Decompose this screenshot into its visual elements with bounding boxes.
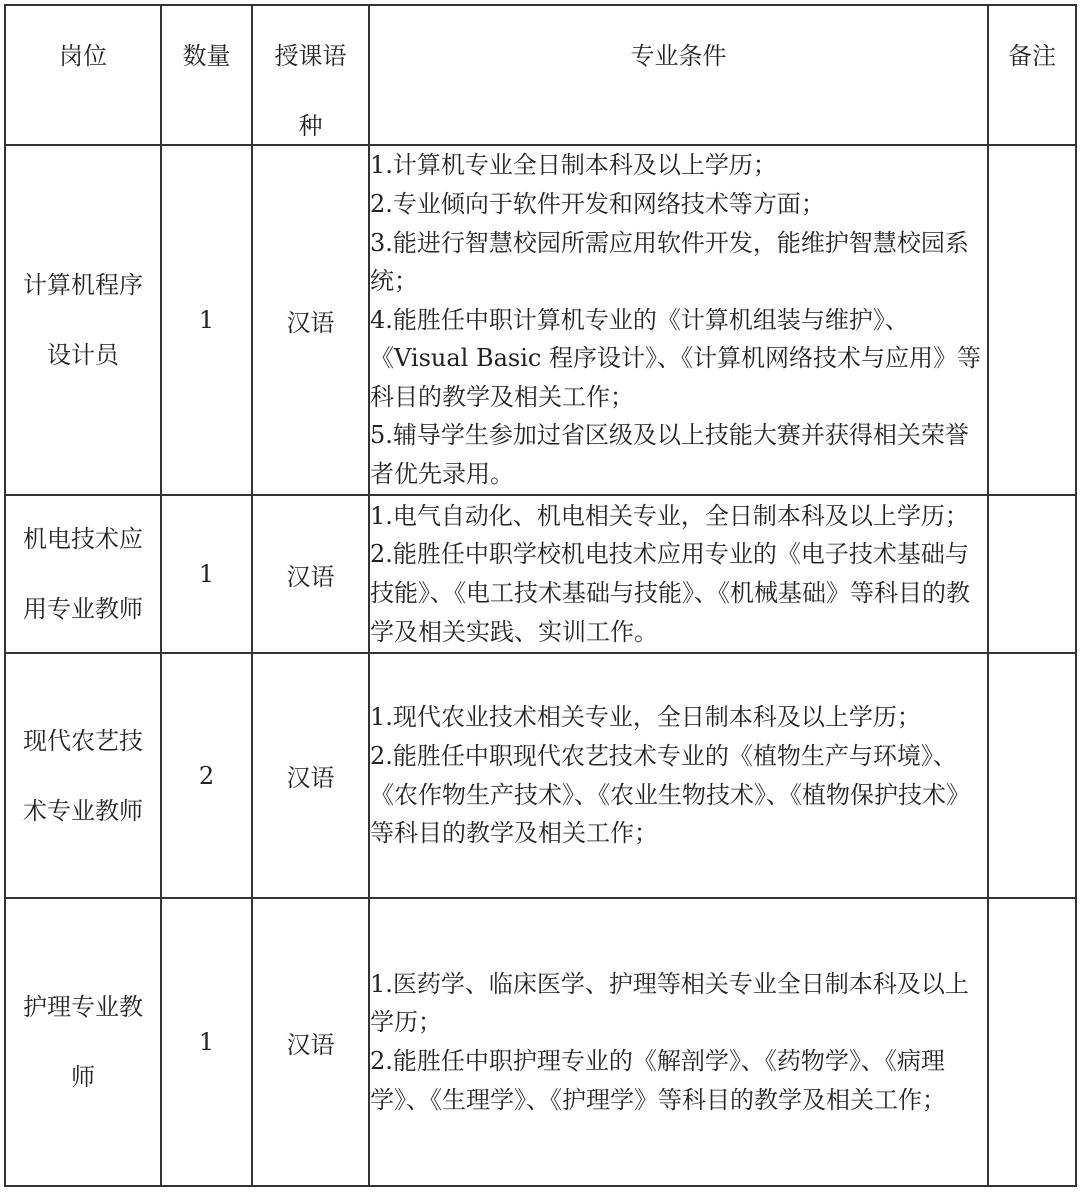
quantity-cell: 1 — [161, 495, 252, 653]
condition-item: 2.能胜任中职护理专业的《解剖学》、《药物学》、《病理学》、《生理学》、《护理学》等科目的教学及相关工作； — [370, 1047, 946, 1114]
header-remarks: 备注 — [988, 5, 1076, 145]
conditions-cell — [369, 653, 988, 898]
condition-item: 3.能进行智慧校园所需应用软件开发，能维护智慧校园系统； — [370, 228, 969, 296]
recruitment-table — [4, 4, 1077, 1187]
remarks-cell — [988, 898, 1076, 1186]
language-cell: 汉语 — [252, 898, 369, 1186]
conditions-cell — [369, 495, 988, 653]
remarks-cell — [988, 145, 1076, 495]
condition-item: 2.能胜任中职学校机电技术应用专业的《电子技术基础与技能》、《电工技术基础与技能》、《机械基础》等科目的教学及相关实践、实训工作。 — [370, 540, 970, 646]
language-cell: 汉语 — [252, 145, 369, 495]
header-conditions: 专业条件 — [369, 5, 988, 145]
quantity-cell: 1 — [161, 898, 252, 1186]
conditions-cell — [369, 898, 988, 1186]
header-language: 授课语 种 — [252, 5, 369, 145]
condition-item: 2.专业倾向于软件开发和网络技术等方面； — [370, 189, 825, 218]
post-cell: 护理专业教 师 — [5, 898, 161, 1186]
header-quantity: 数量 — [161, 5, 252, 145]
table-row — [5, 145, 1076, 495]
post-cell: 机电技术应 用专业教师 — [5, 495, 161, 653]
quantity-cell: 1 — [161, 145, 252, 495]
remarks-cell — [988, 653, 1076, 898]
table-header-row — [5, 5, 1076, 145]
condition-item: 1.医药学、临床医学、护理等相关专业全日制本科及以上学历； — [370, 969, 969, 1037]
table-row — [5, 898, 1076, 1186]
post-cell: 现代农艺技 术专业教师 — [5, 653, 161, 898]
post-cell: 计算机程序 设计员 — [5, 145, 161, 495]
condition-item: 5.辅导学生参加过省区级及以上技能大赛并获得相关荣誉者优先录用。 — [370, 421, 969, 489]
quantity-cell: 2 — [161, 653, 252, 898]
header-post: 岗位 — [5, 5, 161, 145]
condition-item: 1.电气自动化、机电相关专业，全日制本科及以上学历； — [370, 501, 969, 530]
condition-item: 4.能胜任中职计算机专业的《计算机组装与维护》、《Visual Basic 程序设计》、《计算机网络技术与应用》等科目的教学及相关工作； — [370, 305, 981, 411]
table-row — [5, 653, 1076, 898]
language-cell: 汉语 — [252, 653, 369, 898]
conditions-cell — [369, 145, 988, 495]
condition-item: 1.现代农业技术相关专业，全日制本科及以上学历； — [370, 703, 921, 732]
language-cell: 汉语 — [252, 495, 369, 653]
condition-item: 2.能胜任中职现代农艺技术专业的《植物生产与环境》、《农作物生产技术》、《农业生物技术》、《植物保护技术》等科目的教学及相关工作； — [370, 741, 970, 848]
table-row — [5, 495, 1076, 653]
condition-item: 1.计算机专业全日制本科及以上学历； — [370, 151, 777, 180]
remarks-cell — [988, 495, 1076, 653]
